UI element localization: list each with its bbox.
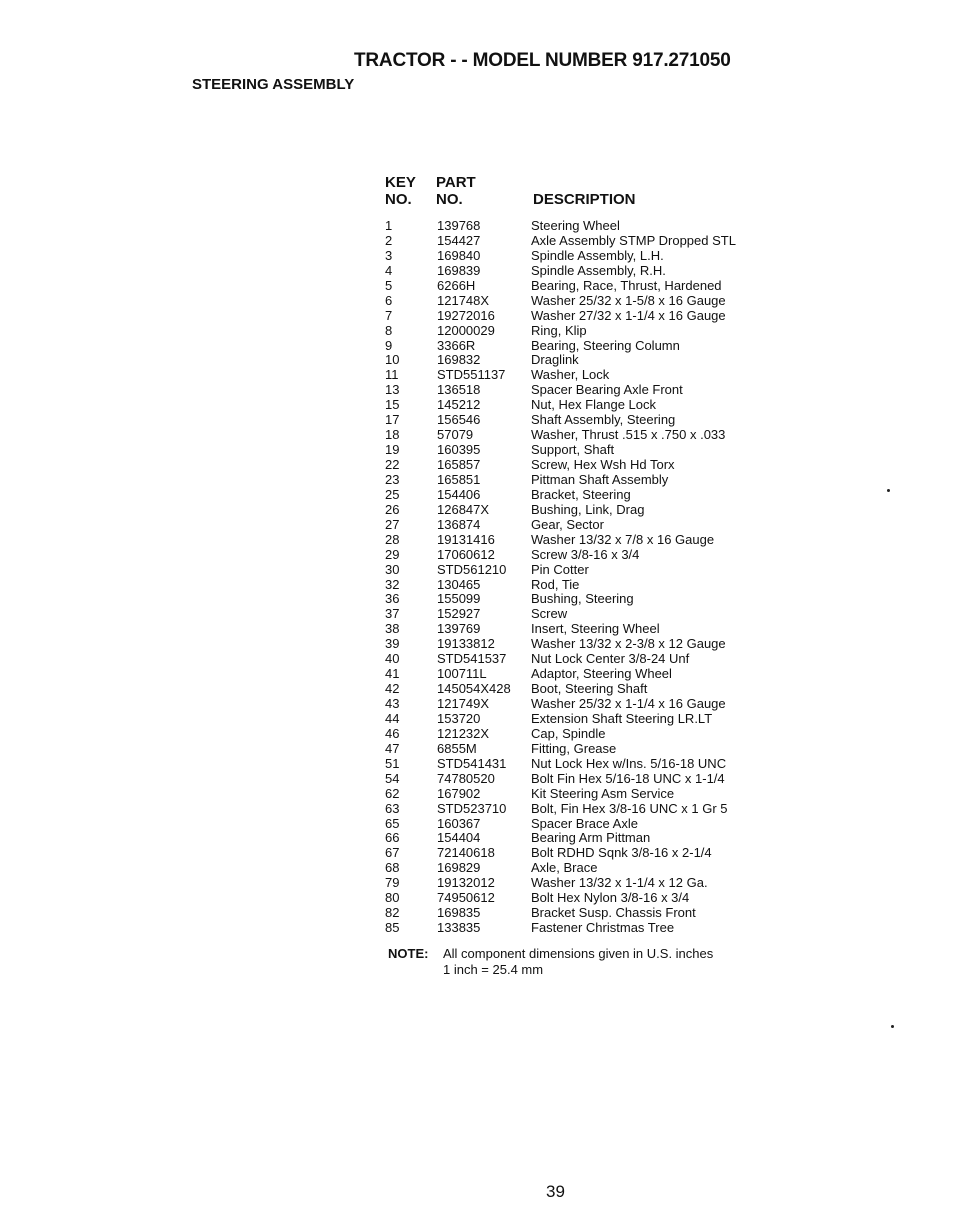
key-no-cell: 36 [385, 591, 400, 607]
table-row [385, 518, 771, 533]
table-row [385, 563, 771, 578]
table-row [385, 921, 771, 936]
table-row [385, 428, 771, 443]
description-cell: Pin Cotter [531, 561, 589, 577]
part-no-cell: 17060612 [437, 546, 495, 562]
description-cell: Ring, Klip [531, 322, 587, 338]
table-row [385, 383, 771, 398]
part-no-cell: 145054X428 [437, 681, 511, 697]
key-no-cell: 4 [385, 262, 393, 278]
table-row [385, 339, 771, 354]
key-no-cell: 5 [385, 277, 393, 293]
description-cell: Washer, Thrust .515 x .750 x .033 [531, 427, 726, 443]
part-no-cell: 169832 [437, 352, 481, 368]
table-row [385, 906, 771, 921]
table-row [385, 682, 771, 697]
key-no-cell: 9 [385, 337, 393, 353]
table-row [385, 324, 771, 339]
description-cell: Bearing, Steering Column [531, 337, 680, 353]
description-cell: Washer 25/32 x 1-5/8 x 16 Gauge [531, 292, 726, 308]
table-row [385, 234, 771, 249]
key-no-cell: 85 [385, 920, 400, 936]
key-no-cell: 22 [385, 457, 400, 472]
part-no-cell: 145212 [437, 397, 481, 413]
table-row [385, 578, 771, 593]
section-subtitle: STEERING ASSEMBLY [192, 76, 355, 93]
description-cell: Extension Shaft Steering LR.LT [531, 710, 713, 726]
key-no-cell: 65 [385, 815, 400, 831]
description-cell: Fastener Christmas Tree [531, 920, 675, 936]
description-cell: Nut Lock Hex w/Ins. 5/16-18 UNC [531, 755, 727, 771]
key-no-cell: 30 [385, 561, 400, 577]
part-no-cell: 136518 [437, 382, 481, 398]
part-no-cell: 169835 [437, 905, 481, 921]
key-no-cell: 38 [385, 621, 400, 637]
description-cell: Screw [531, 606, 568, 622]
description-cell: Bolt Hex Nylon 3/8-16 x 3/4 [531, 890, 690, 906]
table-row [385, 398, 771, 413]
description-cell: Axle, Brace [531, 860, 598, 876]
part-no-cell: 3366R [437, 337, 476, 353]
table-row [385, 891, 771, 906]
description-cell: Bracket Susp. Chassis Front [531, 905, 696, 921]
part-no-cell: 153720 [437, 710, 481, 726]
table-row [385, 548, 771, 563]
part-no-cell: 136874 [437, 516, 481, 532]
key-no-cell: 10 [385, 352, 400, 368]
header-key-line1: KEY [385, 174, 416, 191]
key-no-cell: 63 [385, 800, 400, 816]
description-cell: Bearing, Race, Thrust, Hardened [531, 277, 722, 293]
description-cell: Screw 3/8-16 x 3/4 [531, 546, 640, 562]
description-cell: Bracket, Steering [531, 486, 631, 502]
key-no-cell: 39 [385, 636, 400, 652]
note-line-1: All component dimensions given in U.S. inches [443, 946, 714, 961]
description-cell: Bolt Fin Hex 5/16-18 UNC x 1-1/4 [531, 770, 725, 786]
table-row [385, 742, 771, 757]
table-row [385, 458, 771, 473]
key-no-cell: 2 [385, 232, 393, 248]
key-no-cell: 32 [385, 576, 400, 592]
description-cell: Shaft Assembly, Steering [531, 412, 676, 428]
description-cell: Kit Steering Asm Service [531, 785, 675, 801]
description-cell: Steering Wheel [531, 218, 620, 233]
part-no-cell: 156546 [437, 412, 481, 428]
page-number: 39 [546, 1182, 565, 1201]
description-cell: Rod, Tie [531, 576, 580, 592]
part-no-cell: 169840 [437, 247, 481, 263]
table-row [385, 817, 771, 832]
header-part-line1: PART [436, 174, 476, 191]
header-key-line2: NO. [385, 191, 412, 208]
description-cell: Nut, Hex Flange Lock [531, 397, 657, 413]
part-no-cell: 154406 [437, 486, 481, 502]
description-cell: Cap, Spindle [531, 725, 606, 741]
key-no-cell: 54 [385, 770, 400, 786]
table-row [385, 667, 771, 682]
key-no-cell: 26 [385, 501, 400, 517]
description-cell: Washer 25/32 x 1-1/4 x 16 Gauge [531, 696, 726, 711]
key-no-cell: 18 [385, 427, 400, 443]
table-row [385, 249, 771, 264]
column-header-key-no [385, 174, 416, 208]
note-text [443, 946, 713, 978]
table-row [385, 309, 771, 324]
table-row [385, 802, 771, 817]
table-row [385, 443, 771, 458]
table-row [385, 264, 771, 279]
part-no-cell: 121748X [437, 292, 490, 308]
description-cell: Washer 27/32 x 1-1/4 x 16 Gauge [531, 307, 726, 323]
table-row [385, 592, 771, 607]
description-cell: Insert, Steering Wheel [531, 621, 660, 637]
description-cell: Washer 13/32 x 7/8 x 16 Gauge [531, 531, 715, 547]
part-no-cell: 133835 [437, 920, 481, 936]
key-no-cell: 23 [385, 471, 400, 487]
description-cell: Bushing, Steering [531, 591, 634, 607]
part-no-cell: 139769 [437, 621, 481, 637]
table-row [385, 712, 771, 727]
key-no-cell: 3 [385, 247, 393, 263]
part-no-cell: 165851 [437, 471, 481, 487]
table-row [385, 294, 771, 309]
key-no-cell: 67 [385, 845, 400, 861]
key-no-cell: 37 [385, 606, 400, 622]
part-no-cell: 154404 [437, 830, 481, 846]
part-no-cell: 130465 [437, 576, 481, 592]
key-no-cell: 6 [385, 292, 393, 308]
part-no-cell: STD551137 [437, 367, 506, 383]
description-cell: Washer 13/32 x 1-1/4 x 12 Ga. [531, 875, 708, 891]
key-no-cell: 8 [385, 322, 393, 338]
table-row [385, 831, 771, 846]
description-cell: Support, Shaft [531, 442, 615, 458]
part-no-cell: STD561210 [437, 561, 507, 577]
part-no-cell: 154427 [437, 232, 481, 248]
key-no-cell: 27 [385, 516, 400, 532]
part-no-cell: 167902 [437, 785, 481, 801]
part-no-cell: STD541537 [437, 651, 507, 667]
description-cell: Bolt, Fin Hex 3/8-16 UNC x 1 Gr 5 [531, 800, 728, 816]
column-header-part-no [436, 174, 476, 208]
note-label: NOTE: [388, 946, 429, 961]
part-no-cell: 19272016 [437, 307, 495, 323]
description-cell: Screw, Hex Wsh Hd Torx [531, 457, 675, 472]
table-row [385, 503, 771, 518]
key-no-cell: 46 [385, 725, 400, 741]
part-no-cell: 169839 [437, 262, 481, 278]
description-cell: Bolt RDHD Sqnk 3/8-16 x 2-1/4 [531, 845, 712, 861]
table-row [385, 622, 771, 637]
part-no-cell: 74780520 [437, 770, 495, 786]
key-no-cell: 44 [385, 710, 400, 726]
key-no-cell: 66 [385, 830, 400, 846]
table-row [385, 727, 771, 742]
description-cell: Pittman Shaft Assembly [531, 471, 669, 487]
note-line-2: 1 inch = 25.4 mm [443, 962, 544, 977]
description-cell: Spacer Bearing Axle Front [531, 382, 683, 398]
part-no-cell: 74950612 [437, 890, 495, 906]
table-row [385, 846, 771, 861]
part-no-cell: 165857 [437, 457, 481, 472]
part-no-cell: 6855M [437, 740, 477, 756]
table-row [385, 533, 771, 548]
part-no-cell: 160367 [437, 815, 481, 831]
part-no-cell: 19131416 [437, 531, 495, 547]
table-row [385, 697, 771, 712]
key-no-cell: 13 [385, 382, 400, 398]
part-no-cell: 160395 [437, 442, 481, 458]
part-no-cell: 72140618 [437, 845, 495, 861]
table-row [385, 787, 771, 802]
part-no-cell: STD523710 [437, 800, 507, 816]
key-no-cell: 80 [385, 890, 400, 906]
part-no-cell: 152927 [437, 606, 481, 622]
description-cell: Draglink [531, 352, 579, 368]
part-no-cell: 121749X [437, 696, 490, 711]
table-row [385, 757, 771, 772]
parts-table-body [385, 219, 771, 936]
key-no-cell: 47 [385, 740, 400, 756]
key-no-cell: 62 [385, 785, 400, 801]
table-row [385, 368, 771, 383]
key-no-cell: 40 [385, 651, 400, 667]
description-cell: Bushing, Link, Drag [531, 501, 645, 517]
key-no-cell: 11 [385, 367, 399, 383]
key-no-cell: 42 [385, 681, 400, 697]
description-cell: Spindle Assembly, R.H. [531, 262, 666, 278]
part-no-cell: 12000029 [437, 322, 495, 338]
key-no-cell: 43 [385, 696, 400, 711]
part-no-cell: 19133812 [437, 636, 495, 652]
key-no-cell: 51 [385, 755, 400, 771]
table-row [385, 637, 771, 652]
key-no-cell: 7 [385, 307, 393, 323]
description-cell: Adaptor, Steering Wheel [531, 666, 672, 682]
table-row [385, 607, 771, 622]
table-row [385, 413, 771, 428]
description-cell: Axle Assembly STMP Dropped STL [531, 232, 736, 248]
part-no-cell: 19132012 [437, 875, 495, 891]
part-no-cell: 121232X [437, 725, 490, 741]
part-no-cell: STD541431 [437, 755, 507, 771]
part-no-cell: 57079 [437, 427, 474, 443]
scan-speck [891, 1025, 894, 1028]
description-cell: Gear, Sector [531, 516, 604, 532]
table-row [385, 279, 771, 294]
part-no-cell: 6266H [437, 277, 476, 293]
description-cell: Bearing Arm Pittman [531, 830, 651, 846]
key-no-cell: 19 [385, 442, 400, 458]
key-no-cell: 15 [385, 397, 400, 413]
part-no-cell: 100711L [437, 666, 487, 682]
parts-table [385, 219, 771, 936]
description-cell: Spacer Brace Axle [531, 815, 638, 831]
key-no-cell: 1 [385, 218, 393, 233]
key-no-cell: 17 [385, 412, 400, 428]
key-no-cell: 82 [385, 905, 400, 921]
header-part-line2: NO. [436, 191, 463, 208]
scan-speck [887, 489, 890, 492]
table-row [385, 353, 771, 368]
table-row [385, 652, 771, 667]
description-cell: Fitting, Grease [531, 740, 617, 756]
column-header-description: DESCRIPTION [533, 191, 636, 208]
description-cell: Washer 13/32 x 2-3/8 x 12 Gauge [531, 636, 726, 652]
part-no-cell: 155099 [437, 591, 481, 607]
part-no-cell: 139768 [437, 218, 481, 233]
table-row [385, 876, 771, 891]
part-no-cell: 169829 [437, 860, 481, 876]
part-no-cell: 126847X [437, 501, 490, 517]
key-no-cell: 28 [385, 531, 400, 547]
description-cell: Spindle Assembly, L.H. [531, 247, 664, 263]
description-cell: Boot, Steering Shaft [531, 681, 648, 697]
description-cell: Nut Lock Center 3/8-24 Unf [531, 651, 690, 667]
description-cell: Washer, Lock [531, 367, 610, 383]
table-row [385, 473, 771, 488]
key-no-cell: 41 [385, 666, 400, 682]
key-no-cell: 29 [385, 546, 400, 562]
table-row [385, 772, 771, 787]
key-no-cell: 25 [385, 486, 400, 502]
key-no-cell: 79 [385, 875, 400, 891]
table-row [385, 219, 771, 234]
table-row [385, 861, 771, 876]
page-title: TRACTOR - - MODEL NUMBER 917.271050 [354, 50, 731, 71]
table-row [385, 488, 771, 503]
key-no-cell: 68 [385, 860, 400, 876]
